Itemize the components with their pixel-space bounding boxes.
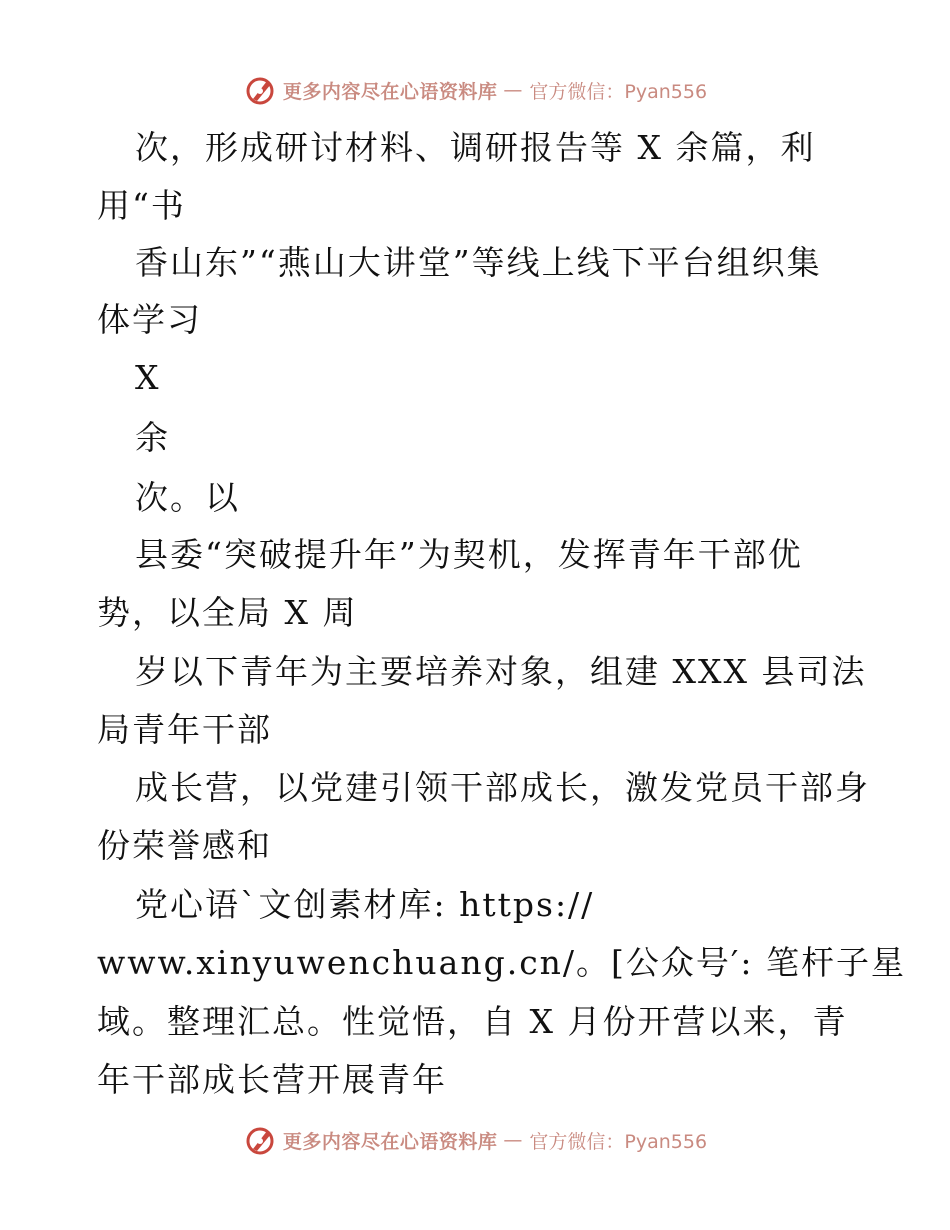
- body-line: 党心语`文创素材库: https://: [135, 885, 595, 924]
- body-line: 岁以下青年为主要培养对象，组建 XXX 县司法: [135, 652, 867, 691]
- body-line: 体学习: [97, 300, 202, 339]
- body-line: 香山东”“燕山大讲堂”等线上线下平台组织集: [135, 243, 822, 282]
- body-line: 成长营，以党建引领干部成长，激发党员干部身: [135, 768, 870, 807]
- pen-nib-seal-icon: [243, 73, 277, 107]
- body-line: X: [135, 358, 161, 397]
- body-line: 势，以全局 X 周: [97, 593, 358, 632]
- watermark-brand-text: 更多内容尽在心语资料库: [282, 80, 498, 103]
- body-line: 用“书: [97, 186, 186, 225]
- watermark-brand-text: 更多内容尽在心语资料库: [282, 1130, 498, 1153]
- body-line: 年干部成长营开展青年: [97, 1060, 447, 1099]
- body-line: 域。整理汇总。性觉悟，自 X 月份开营以来，青: [97, 1002, 848, 1041]
- body-line: www.xinyuwenchuang.cn/。[公众号′: 笔杆子星: [97, 943, 907, 982]
- footer-watermark: [0, 1120, 950, 1160]
- watermark-separator: —: [503, 1129, 524, 1151]
- body-line: 次，形成研讨材料、调研报告等 X 余篇，利: [135, 128, 816, 167]
- watermark-wechat-text: 官方微信：Pyan556: [529, 80, 708, 103]
- body-line: 县委“突破提升年”为契机，发挥青年干部优: [135, 535, 803, 574]
- watermark-wechat-text: 官方微信：Pyan556: [529, 1130, 708, 1153]
- body-line: 局青年干部: [97, 710, 272, 749]
- watermark-separator: —: [503, 79, 524, 101]
- body-line: 次。以: [135, 478, 240, 517]
- pen-nib-seal-icon: [243, 1123, 277, 1157]
- body-line: 份荣誉感和: [97, 826, 272, 865]
- header-watermark: [0, 70, 950, 110]
- body-line: 余: [135, 418, 170, 457]
